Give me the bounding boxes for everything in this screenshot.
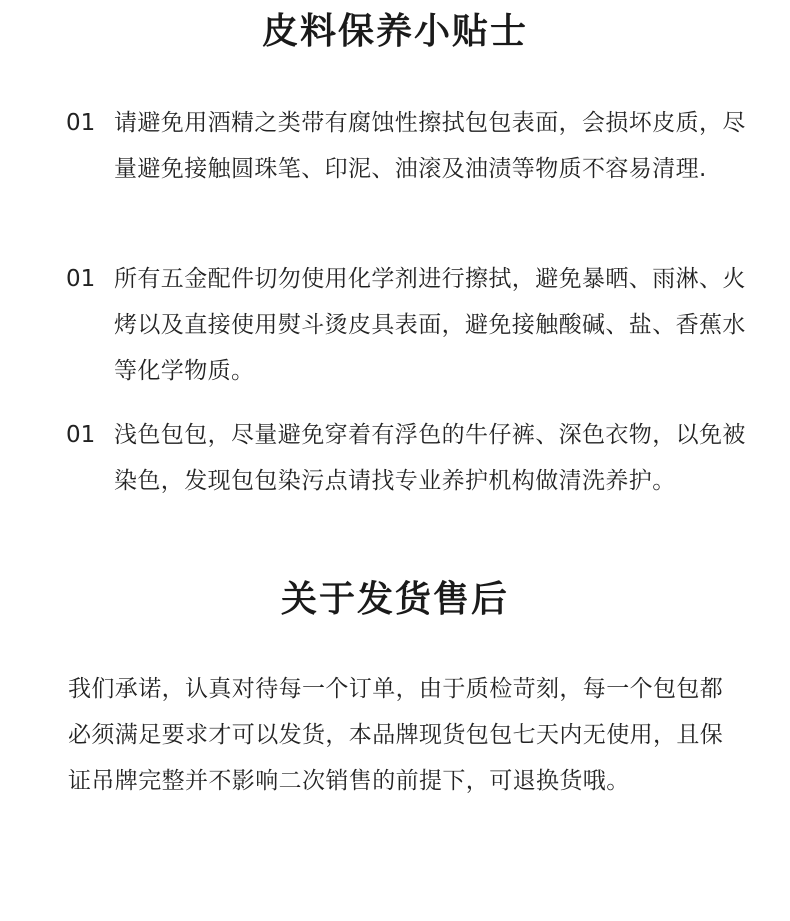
tip-text: 浅色包包，尽量避免穿着有浮色的牛仔裤、深色衣物，以免被染色，发现包包染污点请找专业养护机构做清洗养护。 <box>114 422 746 494</box>
tip-text: 所有五金配件切勿使用化学剂进行擦拭，避免暴晒、雨淋、火烤以及直接使用熨斗烫皮具表面，避免接触酸碱、盐、香蕉水等化学物质。 <box>114 266 746 384</box>
tip-number: 01 <box>66 110 96 136</box>
tip-text: 请避免用酒精之类带有腐蚀性擦拭包包表面，会损坏皮质，尽量避免接触圆珠笔、印泥、油滚及油渍等物质不容易清理. <box>114 110 746 182</box>
tip-number: 01 <box>66 266 96 292</box>
tip-number: 01 <box>66 422 96 448</box>
care-tips-title: 皮料保养小贴士 <box>261 11 528 52</box>
aftersale-title: 关于发货售后 <box>280 579 509 620</box>
aftersale-paragraph: 我们承诺，认真对待每一个订单，由于质检苛刻，每一个包包都必须满足要求才可以发货，本品牌现货包包七天内无使用，且保证吊牌完整并不影响二次销售的前提下，可退换货哦。 <box>68 676 724 794</box>
